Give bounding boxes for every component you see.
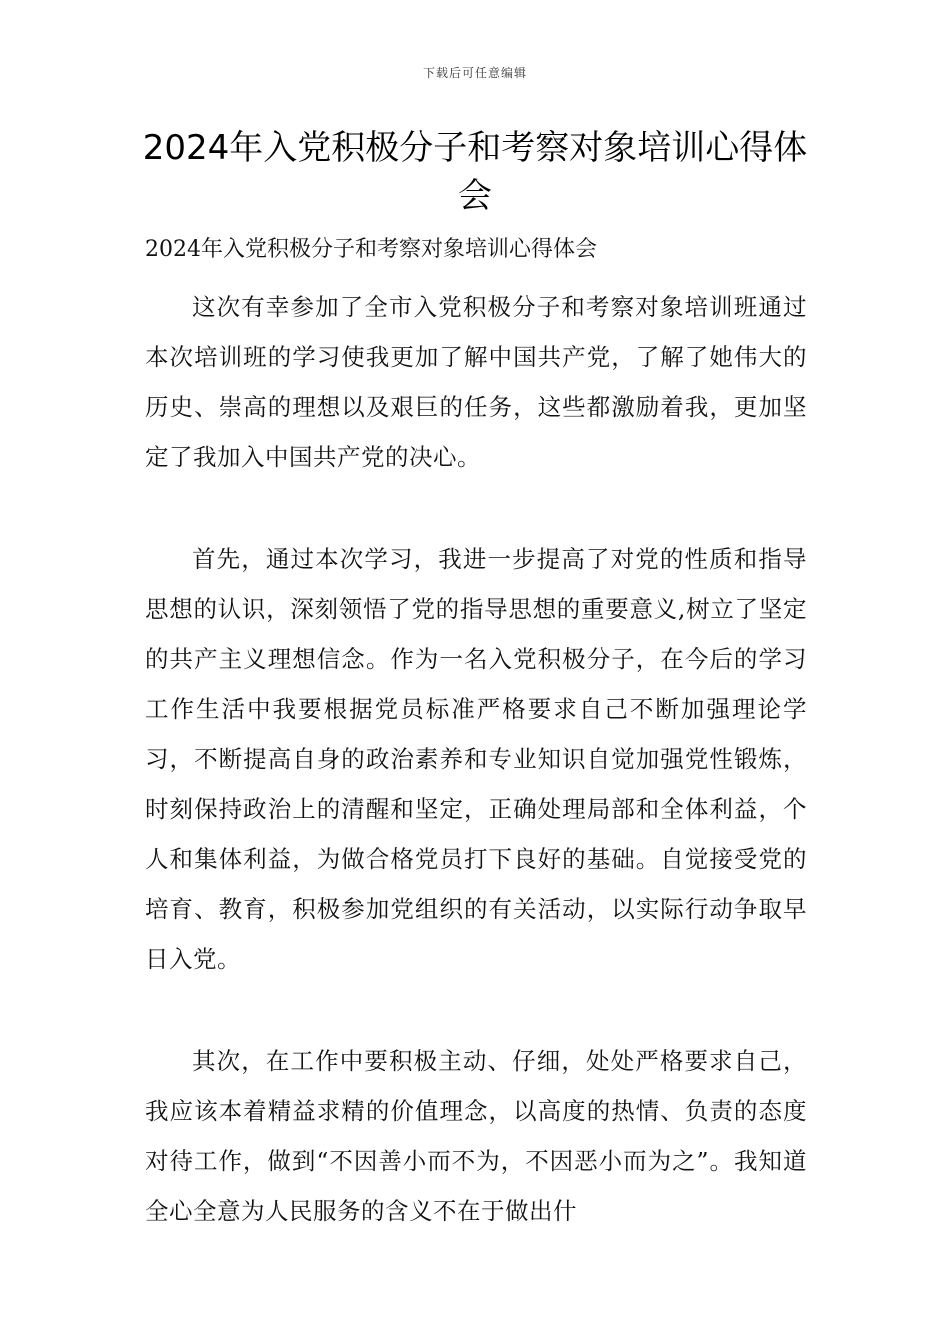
document-title: 2024年入党积极分子和考察对象培训心得体会 <box>142 128 808 216</box>
header-note: 下载后可任意编辑 <box>422 66 527 80</box>
document-subtitle: 2024年入党积极分子和考察对象培训心得体会 <box>145 237 597 262</box>
paragraph-3: 其次，在工作中要积极主动、仔细，处处严格要求自己，我应该本着精益求精的价值理念，以高度的热情、负责的态度对待工作，做到“不因善小而不为，不因恶小而为之”。我知道全心全意为人民服务的含义不在于做出什 <box>145 1047 807 1225</box>
document-body <box>145 282 807 1288</box>
paragraph-2: 首先，通过本次学习，我进一步提高了对党的性质和指导思想的认识，深刻领悟了党的指导思想的重要意义,树立了坚定的共产主义理想信念。作为一名入党积极分子，在今后的学习工作生活中我要根据党员标准严格要求自己不断加强理论学习，不断提高自身的政治素养和专业知识自觉加强党性锻炼，时刻保持政治上的清醒和坚定，正确处理局部和全体利益，个人和集体利益，为做合格党员打下良好的基础。自觉接受党的培育、教育，积极参加党组织的有关活动，以实际行动争取早日入党。 <box>145 545 807 973</box>
paragraph-1: 这次有幸参加了全市入党积极分子和考察对象培训班通过本次培训班的学习使我更加了解中国共产党，了解了她伟大的历史、崇高的理想以及艰巨的任务，这些都激励着我，更加坚定了我加入中国共产党的决心。 <box>145 293 807 471</box>
